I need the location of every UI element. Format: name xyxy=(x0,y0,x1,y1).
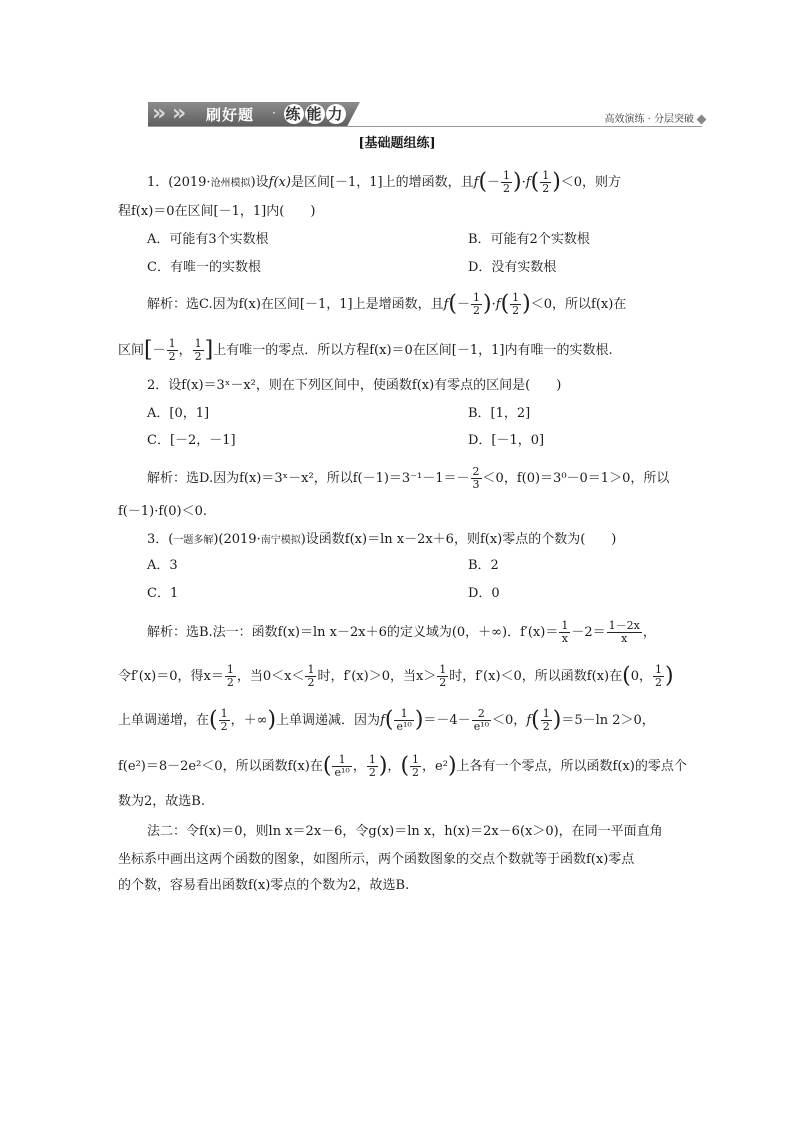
q2-sol-text: 解析：选D.因为f(x)＝3ˣ－x²，所以f(－1)＝3⁻¹－1＝－ xyxy=(147,471,470,486)
math-minus: － xyxy=(457,297,471,312)
q3-text: 3．( xyxy=(147,532,174,547)
banner-char: 能 xyxy=(306,105,324,123)
fraction: $\frac{1}{2}$ xyxy=(194,337,202,363)
banner-dot: · xyxy=(272,106,276,120)
math-dot: · xyxy=(491,297,496,312)
chevron-right-icon: » xyxy=(152,101,167,126)
q3-line1 xyxy=(147,530,616,551)
fraction: $\frac{1}{2}$ xyxy=(168,337,176,363)
fraction: $\frac{1}{2}$ xyxy=(412,753,420,779)
q3-solution-line3: 上单调递增，在( $\frac{1}{2}$ ，＋∞)上单调递减．因为f( $\frac{1}{\text{e¹⁰}}$ )＝－4－ $\frac{2}{\text{e¹⁰}}$ ＜0，f( $\frac{1}{2}$ )＝5－ln 2＞0， xyxy=(118,707,655,733)
q3-sol-text: 上各有一个零点，所以函数f(x)的零点个 xyxy=(456,759,687,774)
math-f: f xyxy=(443,297,449,312)
q1-option-c: C．有唯一的实数根 xyxy=(147,260,261,275)
fraction: $\frac{2}{\text{e¹⁰}}$ xyxy=(473,707,490,733)
q3-option-b: B．2 xyxy=(468,558,499,573)
banner-char: 力 xyxy=(327,105,345,123)
fraction: $\frac{1}{2}$ xyxy=(439,663,447,689)
fraction: $\frac{1}{2}$ xyxy=(220,707,228,733)
q1-sol-text: 解析：选C.因为f(x)在区间[－1，1]上是增函数，且 xyxy=(147,297,444,312)
fraction: $\frac{1}{2}$ xyxy=(542,707,550,733)
q3-option-c: C．1 xyxy=(147,586,179,601)
q3-source: 南宁模拟 xyxy=(260,535,301,546)
math-comma-inf: ，＋∞ xyxy=(230,713,268,728)
q3-text: )设函数f(x)＝ln x－2x＋6，则f(x)零点的个数为( ) xyxy=(300,532,617,547)
math-comma: ， xyxy=(422,759,436,774)
q3-sol-text: ，当0＜x＜ xyxy=(236,669,305,684)
q3-sol-text: ＝5－ln 2＞0， xyxy=(561,713,655,728)
q3-sol-text: ， xyxy=(387,759,401,774)
q3-solution-line1 xyxy=(147,620,656,645)
q3-method2-line3: 的个数，容易看出函数f(x)零点的个数为2，故选B. xyxy=(118,878,410,893)
math-comma: ， xyxy=(352,759,366,774)
fraction: $\frac{1}{2}$ xyxy=(654,663,662,689)
q2-solution-line2: f(－1)·f(0)＜0. xyxy=(118,504,207,519)
q3-option-a: A．3 xyxy=(147,558,178,573)
fraction: $\frac{1}{\text{e¹⁰}}$ xyxy=(334,753,350,779)
math-comma: ， xyxy=(638,669,652,684)
fraction: $\frac{1}{2}$ xyxy=(503,169,511,195)
q3-method2-line1: 法二：令f(x)＝0，则ln x＝2x－6，令g(x)＝ln x，h(x)＝2x－6(x＞0)，在同一平面直角 xyxy=(147,824,663,839)
q3-sol-text: 时，f′(x)＜0，所以函数f(x)在 xyxy=(449,669,623,684)
q1-text: )设 xyxy=(250,175,269,190)
q2-sol-text: ＜0，f(0)＝3⁰－0＝1＞0，所以 xyxy=(482,471,670,486)
fraction: $\frac{1}{2}$ xyxy=(226,663,234,689)
q2-solution-line1 xyxy=(147,466,669,491)
math-minus: － xyxy=(487,175,501,190)
fraction: $\frac{1}{2}$ xyxy=(512,291,520,317)
q1-solution-line2: 区间[－ $\frac{1}{2}$ ， $\frac{1}{2}$ ]上有唯一的零点．所以方程f(x)＝0在区间[－1，1]内有唯一的实数根. xyxy=(118,337,613,363)
fraction: $\frac{1}{2}$ xyxy=(542,169,550,195)
q3-sol-text: 令f′(x)＝0，得x＝ xyxy=(118,669,224,684)
q2-line1: 2．设f(x)＝3ˣ－x²，则在下列区间中，使函数f(x)有零点的区间是( ) xyxy=(147,378,562,393)
math-f: f xyxy=(473,175,479,190)
chevron-right-icon: » xyxy=(172,101,187,126)
banner-char: 练 xyxy=(285,105,303,123)
q1-option-a: A．可能有3个实数根 xyxy=(147,232,269,247)
section-title: [基础题组练] xyxy=(358,136,436,151)
diamond-icon xyxy=(697,115,707,125)
q3-text: )(2019· xyxy=(213,532,261,547)
q3-solution-line5: 数为2，故选B. xyxy=(118,794,205,809)
fraction: $\frac{1}{2}$ xyxy=(473,291,481,317)
q3-sol-text: f(e²)＝8－2e²＜0，所以函数f(x)在 xyxy=(118,759,323,774)
header-rule xyxy=(148,126,702,127)
math-comma: ， xyxy=(178,343,192,358)
fraction: $\frac{2}{3}$ xyxy=(472,465,480,491)
fraction: $\frac{1-2x}{x}$ xyxy=(608,619,640,645)
math-f: f xyxy=(495,297,501,312)
q3-sol-text: 上单调递减．因为 xyxy=(276,713,381,728)
fraction: $\frac{1}{x}$ xyxy=(561,619,569,645)
banner-title-left: 刷好题 xyxy=(206,106,255,124)
fraction: $\frac{1}{2}$ xyxy=(368,753,376,779)
q1-source: 沧州模拟 xyxy=(210,178,251,189)
q3-option-d: D．0 xyxy=(468,586,500,601)
math-minus: － xyxy=(152,343,166,358)
q1-option-d: D．没有实数根 xyxy=(468,260,557,275)
q3-sol-text: 时，f′(x)＞0，当x＞ xyxy=(317,669,437,684)
q1-solution-line1: 解析：选C.因为f(x)在区间[－1，1]上是增函数，且f(－ $\frac{1}{2}$ )·f( $\frac{1}{2}$ )＜0，所以f(x)在 xyxy=(147,291,627,317)
math-f: f xyxy=(526,713,532,728)
math-f: f xyxy=(380,713,385,728)
q1-text: 是区间[－1，1]上的增函数，且 xyxy=(290,175,474,190)
q1-text: 1．(2019· xyxy=(147,175,211,190)
q3-sol-text: ＜0， xyxy=(492,713,527,728)
q3-solution-line4: f(e²)＝8－2e²＜0，所以函数f(x)在( $\frac{1}{\text{e¹⁰}}$ ， $\frac{1}{2}$ )，( $\frac{1}{2}$ ，e²)上各有一个零点，所以函数f(x)的零点个 xyxy=(118,753,687,779)
q2-option-c: C．[－2，－1] xyxy=(147,433,236,448)
q2-option-b: B．[1，2] xyxy=(468,406,531,421)
q1-sol-text: 区间 xyxy=(118,343,145,358)
q1-text: ＜0，则方 xyxy=(560,175,622,190)
q1-line2: 程f(x)＝0在区间[－1，1]内( ) xyxy=(118,204,316,219)
q2-option-a: A．[0，1] xyxy=(147,406,210,421)
q1-sol-text: 上有唯一的零点．所以方程f(x)＝0在区间[－1，1]内有唯一的实数根. xyxy=(213,343,613,358)
q3-solution-line2: 令f′(x)＝0，得x＝ $\frac{1}{2}$ ，当0＜x＜ $\frac{1}{2}$ 时，f′(x)＞0，当x＞ $\frac{1}{2}$ 时，f′(x)＜0，所以函数f(x)在(0， $\frac{1}{2}$ ) xyxy=(118,663,674,689)
q3-sol-text: 解析：选B.法一：函数f(x)＝ln x－2x＋6的定义域为(0，＋∞)．f′(x)＝ xyxy=(147,625,559,640)
q3-sol-text: －2＝ xyxy=(571,625,606,640)
q1-line1: 1．(2019·沧州模拟)设f(x)是区间[－1，1]上的增函数，且f(－ $\frac{1}{2}$ )·f( $\frac{1}{2}$ )＜0，则方 xyxy=(147,169,622,195)
math-f: f xyxy=(525,175,531,190)
header-subtitle: 高效演练 · 分层突破 xyxy=(604,114,694,125)
q3-sol-text: ＝－4－ xyxy=(423,713,471,728)
math-e2: e² xyxy=(435,759,448,774)
q1-sol-text: ＜0，所以f(x)在 xyxy=(530,297,627,312)
section-banner xyxy=(148,100,360,128)
banner-title-right xyxy=(284,104,347,124)
q3-method2-line2: 坐标系中画出这两个函数的图象，如图所示，两个函数图象的交点个数就等于函数f(x)零点 xyxy=(118,852,635,867)
q2-option-d: D．[－1，0] xyxy=(468,433,545,448)
q3-sol-text: 上单调递增，在 xyxy=(118,713,210,728)
q1-fx: f(x) xyxy=(268,175,291,190)
fraction: $\frac{1}{\text{e¹⁰}}$ xyxy=(396,707,412,733)
fraction: $\frac{1}{2}$ xyxy=(307,663,315,689)
q3-source: 一题多解 xyxy=(173,535,214,546)
math-dot: · xyxy=(521,175,526,190)
q3-sol-text: ， xyxy=(642,625,656,640)
q1-option-b: B．可能有2个实数根 xyxy=(468,232,590,247)
